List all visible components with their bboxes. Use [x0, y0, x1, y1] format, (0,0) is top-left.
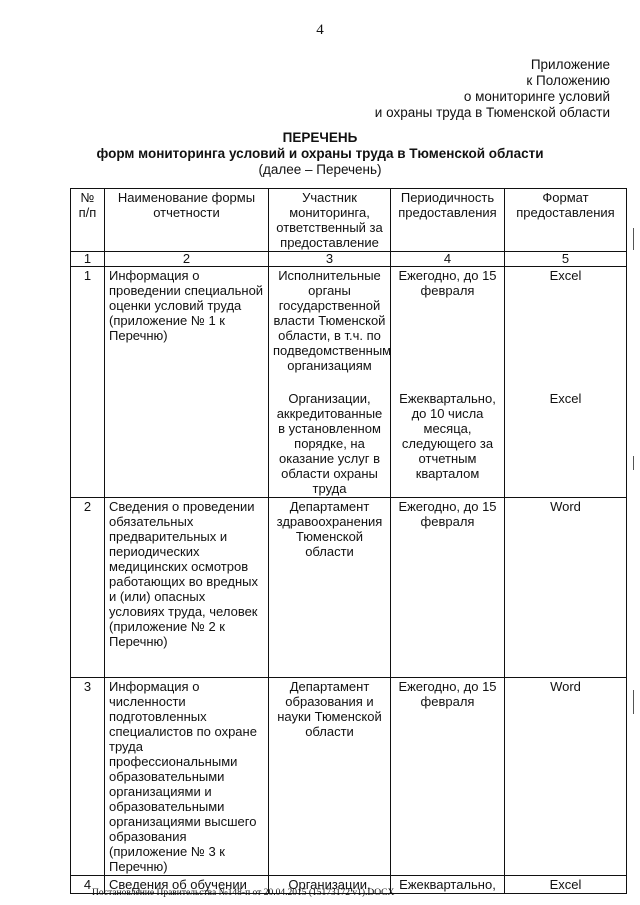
document-note: (далее – Перечень) [258, 162, 382, 177]
participant-executive: Исполнительные органы государственной власти Тюменской области, в т.ч. по подведомственным организациям [273, 268, 392, 373]
document-footer: Постановление Правительства №148-п от 20.04.2015 (15173172 v1).DOCX [92, 888, 395, 898]
format-excel: Excel [549, 268, 582, 283]
appendix-line: Приложение [530, 57, 610, 72]
scan-mark [633, 456, 634, 470]
row-period: Ежегодно, до 15 февраля [391, 498, 505, 678]
row-num: 1 [71, 267, 105, 498]
participant-accredited: Организации, аккредитованные в установленном порядке, на оказание услуг в области охраны труда [276, 391, 383, 496]
header-name: Наименование формы отчетности [105, 189, 269, 252]
row-num: 2 [71, 498, 105, 678]
appendix-line: и охраны труда в Тюменской области [374, 105, 610, 120]
row-num: 4 [71, 876, 105, 894]
period-annual: Ежегодно, до 15 февраля [398, 268, 497, 298]
scan-mark [633, 228, 634, 250]
row-period: Ежегодно, до 15 февраля [391, 678, 505, 876]
column-number: 5 [505, 252, 627, 267]
period-quarterly: Ежеквартально, до 10 числа месяца, следующего за отчетным кварталом [399, 391, 496, 481]
column-number: 4 [391, 252, 505, 267]
appendix-line: к Положению [526, 73, 610, 88]
row-format: Word [505, 678, 627, 876]
header-num: № п/п [71, 189, 105, 252]
column-number: 1 [71, 252, 105, 267]
row-format: Excel [505, 876, 627, 894]
table-row [71, 678, 627, 876]
document-subtitle: форм мониторинга условий и охраны труда в Тюменской области [96, 146, 544, 161]
document-title: ПЕРЕЧЕНЬ [282, 130, 358, 145]
row-num: 3 [71, 678, 105, 876]
row-format [505, 267, 627, 498]
header-format: Формат предоставления [505, 189, 627, 252]
appendix-block [375, 57, 610, 121]
document-heading [0, 130, 640, 178]
page-number: 4 [316, 22, 324, 38]
row-participant: Департамент образования и науки Тюменской области [269, 678, 391, 876]
row-participant: Организации, [269, 876, 391, 894]
row-form-name: Сведения об обучении [105, 876, 269, 894]
forms-table [70, 188, 627, 894]
scan-mark [633, 690, 634, 714]
row-format: Word [505, 498, 627, 678]
table-header-row [71, 189, 627, 252]
row-period [391, 267, 505, 498]
row-form-name: Сведения о проведении обязательных предварительных и периодических медицинских осмотров работающих во вредных и (или) опасных условиях труда, человек (приложение № 2 к Перечню) [105, 498, 269, 678]
row-participant [269, 267, 391, 498]
table-row [71, 498, 627, 678]
appendix-line: о мониторинге условий [463, 89, 610, 104]
table-row [71, 267, 627, 498]
row-participant: Департамент здравоохранения Тюменской области [269, 498, 391, 678]
column-number: 2 [105, 252, 269, 267]
header-participant: Участник мониторинга, ответственный за предоставление [269, 189, 391, 252]
column-number: 3 [269, 252, 391, 267]
header-period: Периодичность предоставления [391, 189, 505, 252]
row-form-name: Информация о проведении специальной оценки условий труда (приложение № 1 к Перечню) [105, 267, 269, 498]
row-period: Ежеквартально, [391, 876, 505, 894]
column-numbers-row [71, 252, 627, 267]
row-form-name: Информация о численности подготовленных специалистов по охране труда профессиональными образовательными организациями и образовательными организациями высшего образования (приложение № 3 к Перечню) [105, 678, 269, 876]
format-excel: Excel [549, 391, 582, 406]
